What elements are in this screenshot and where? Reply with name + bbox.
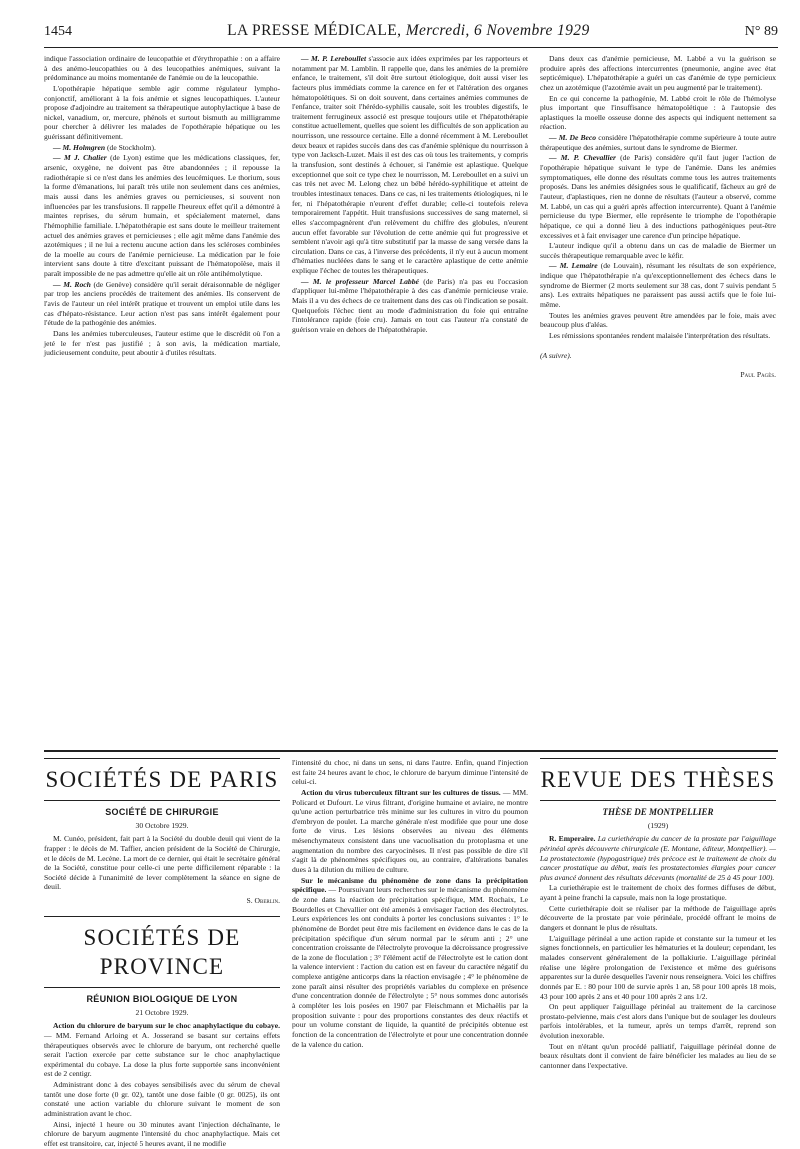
thesis-year: (1929) — [647, 820, 669, 830]
paragraph: Toutes les anémies graves peuvent être amendées par le foie, mais avec beaucoup plus d'aléas. — [540, 310, 776, 330]
speaker-name: — M. P. Lereboullet — [301, 54, 367, 63]
paragraph: l'intensité du choc, ni dans un sens, ni dans l'autre. Enfin, quand l'injection est faite 24 heures avant le choc, le chlorure de baryum diminue l'intensité de celui-ci. — [292, 758, 528, 787]
author-name: R. Emperaire. — [549, 834, 596, 844]
journal-title — [227, 22, 589, 40]
author-signature: Paul Pagès. — [740, 370, 776, 380]
paragraph: Ainsi, injecté 1 heure ou 30 minutes avant l'injection déchaînante, le chlorure de baryum augmente l'intensité du choc anaphylactique. Mais cet effet est transitoire, car, injecté 5 heures avant, il ne modifie — [44, 1119, 280, 1148]
paragraph — [44, 153, 280, 278]
paragraph: L'aiguillage périnéal a une action rapide et constante sur la tumeur et les signes fonctionnels, en particulier les hématuries et la douleur; cependant, les malades conservent généralement de la pollakiurie. L'aiguillage périnéal réalise une légère prolongation de l'existence et même des guérisons apparentes sur la durée desquelles l'avenir nous renseignera. Voici les chiffres donnés par E. : 80 pour 100 de survie après 1 an, 58 pour 100 après 18 mois, 43 pour 100 après 2 ans et 40 pour 100 après 2 ans 1/2. — [540, 933, 776, 1001]
top-columns — [44, 54, 778, 746]
paragraph-text: La curiethérapie du cancer de la prostate par l'aiguillage périnéal après découverte chirurgicale (E. Montane, éditeur, Montpellier). — La prostatectomie (hypogastrique) très précoce est le traitement de choix du cancer prostatique au début, mais les prostatectomies élargies pour cancer plus avancé donnent des résultats décevants (mortalité de 25 à 45 pour 100). — [540, 834, 776, 882]
article-heading: Sur le mécanisme du phénomène de zone dans la précipitation spécifique. — [292, 875, 528, 895]
paragraph-text: (de Genève) considère qu'il serait déraisonnable de négliger par trop les anciens procédés de traitement des anémies. Ils conservent de l'avis de l'auteur un réel intérêt pratique et trouvent un emploi utile dans les cas d'hépato-résistance. Leur action n'est pas sans intérêt également pour l'étude de la pathogénie des anémies. — [44, 279, 280, 328]
paragraph: Cette curiethérapie doit se réaliser par la méthode de l'aiguillage après découverte de la prostate par voie périnéale, procédé offrant le moins de dangers et donnant le plus de résultats. — [540, 903, 776, 933]
paragraph — [44, 143, 280, 153]
speaker-name: — M. Lemaire — [549, 261, 598, 271]
paragraph: L'opothérapie hépatique semble agir comme régulateur lympho-conjonctif, améliorant à la fois anémie et signes leucopathiques. L'auteur propose d'adjoindre au traitement sa thérapeutique autophylactique à base de nickel, vanadium, or, mercure, phénols et surtout bismuth au milligramme pour chercher à délivrer les malades de l'opothérapie hépatique ou les guérissant définitivement. — [44, 83, 280, 142]
column-3 — [540, 54, 776, 746]
paragraph: Dans les anémies tuberculeuses, l'auteur estime que le discrédit où l'on a jeté le fer n'est pas justifié ; à son avis, la médication martiale, judicieusement conduite, peut aboutir à d'utiles résultats. — [44, 328, 280, 358]
column-6 — [540, 758, 776, 1106]
paragraph: On peut appliquer l'aiguillage périnéal au traitement de la carcinose prostato-pelvienne, mais c'est alors dans l'unique but de soulager les douleurs parfois intolérables, et la tumeur, après un temps d'arrêt, reprend son évolution inexorable. — [540, 1002, 776, 1041]
speaker-name: — M. le professeur Marcel Labbé — [301, 276, 419, 286]
section-title-paris: SOCIÉTÉS DE PARIS — [44, 758, 280, 801]
paragraph: Tout en n'étant qu'un procédé palliatif, l'aiguillage périnéal donne de beaux résultats dont il convient de faire bénéficier les malades au lieu de se cantonner dans l'expectative. — [540, 1041, 776, 1070]
paragraph-text: (de Paris) considère qu'il faut juger l'action de l'opothérapie hépatique suivant le type de l'anémie. Dans les anémies symptomatiques, elle donne des résultats comme tous les autres traitements proposés. Dans les anémies désignées sous le qualificatif, fâcheux au gré de l'auteur, d'aplastiques, rien ne donne de résultats (l'auteur a observé, comme M. Labbé, un cas qui a guéri après affection intercurrente). Quant à l'anémie pernicieuse du type Biermer, elle représente le triomphe de l'opothérapie hépatique, ce qui a donné lieu à des inductions pathogéniques peut-être excessives et à fait envisager une carence d'un principe hépatique. — [540, 153, 776, 240]
paragraph — [292, 788, 528, 875]
paragraph-text: — MM. Fernand Arloing et A. Josserand se basant sur certains effets thérapeutiques observés avec le chlorure de baryum, ont recherché quelle serait l'action exercée par cette substance sur le choc anaphylactique expérimental du cobaye. La dose la plus forte supportée sans inconvénient est de 2 centigr. — [44, 1030, 280, 1079]
speaker-name: — M. Roch — [53, 279, 91, 289]
paragraph-text: s'associe aux idées exprimées par les rapporteurs et notamment par M. Lamblin. Il rappelle que, dans les anémies de la première enfance, le traitement, s'il doit être surtout étiologique, doit aussi viser les facteurs plus immédiats comme la carence en fer et l'altération des organes hématopoïétiques. Si on doit souvent, dans certaines anémies communes de l'enfance, traiter soit l'hérédo-syphilis causale, soit les troubles digestifs, le traitement ferrugineux associé est presque toujours utile et l'hépatothérapie constitue actuellement, quelles que soient les difficultés de son application au nourrisson, une ressource certaine. Elle a donné récemment à M. Lereboullet deux beaux et rapides succès dans des cas d'anémie splénique du nourrisson à type von Jacksch-Luzet. Mais il est des cas où tous les traitements, y compris la transfusion, sont destinés à échouer, si l'anémie est aplastique. Quelque exceptionnel que soit ce type chez le nourrisson, M. Lereboullet en a suivi un cas très net avec M. Lelong chez un bébé hérédo-syphilitique et atteint de troubles intestinaux tenaces. Dans ce cas, ni les traitements étiologiques, ni le fer, ni l'hépatothérapie n'eurent d'effet durable; celle-ci toutefois releva temporairement l'appétit. Huit transfusions successives de sang maternel, si elles s'accompagnèrent d'un relèvement du chiffre des globules, n'eurent aucun effet favorable sur l'évolution de cette anémie qui fut progressive et semblent n'avoir agi qu'à titre substitutif par la masse de sang versée dans la circulation. Dans ce cas, à l'inverse des précédents, il n'y eut à aucun moment d'hématies nucléées dans le sang et le caractère aplastique de cette anémie explique l'échec de toutes les thérapeutiques. — [292, 54, 529, 276]
paragraph: Dans deux cas d'anémie pernicieuse, M. Labbé a vu la guérison se produire après des affections intercurrentes (pneumonie, angine avec état septicémique). L'hépatothérapie a guéri un cas d'anémie de type pernicieux chez un azotémique (l'azotémie avait un peu augmenté par le traitement). — [540, 54, 776, 92]
paragraph: indique l'association ordinaire de leucopathie et d'érythropathie : on a affaire à des anémo-leucopathies ou à des leucopathies anémiques, suivant la prédominance au moins momentanée de l'anémie ou de la leucopathie. — [44, 54, 280, 83]
section-title-province: SOCIÉTÉS DE PROVINCE — [44, 916, 280, 988]
thesis-origin: THÈSE DE MONTPELLIER — [602, 807, 714, 818]
paragraph: Les rémissions spontanées rendent malaisée l'interprétation des résultats. — [549, 330, 771, 340]
paragraph: M. Cunéo, président, fait part à la Société du double deuil qui vient de la frapper : le décès de M. Taffier, ancien président de la Société de Chirurgie, et le décès de M. Lecène. La mort de ce dernier, qui était le secrétaire général de la Société, constitue pour celle-ci une perte difficilement réparable : la Société décide à l'unanimité de lever complètement la séance en signe de deuil. — [44, 834, 280, 892]
paragraph-text: (de Lyon) estime que les médications classiques, fer, arsenic, oxygène, ne doivent pas être abandonnées ; il repousse la radiothérapie si ce n'est dans les anémies des leucémiques. Le thorium, sous la forme d'émanations, lui paraît très utile non seulement dans ces anémies, mais aussi dans les anémies graves ou pernicieuses, si souvent non influencées par les transfusions. Il rappelle l'heureux effet qu'il a démontré à maintes reprises, du sérum humain, et spécialement maternel, dans l'hémophilie familiale. L'hépatothérapie est sans doute le meilleur traitement actuel des anémies graves et pernicieuses ; elle agit même dans l'anémie des azotémiques ; il ne lui a rectenu aucune action dans les scléroses combinées de la moelle au cours de l'anémie pernicieuse. La médication par le foie intervient sans doute à titre d'excitant puissant de l'hématopoïèse, mais il paraît impossible de ne pas admettre qu'elle ait un rôle antihémolytique. — [44, 153, 280, 279]
paragraph — [292, 54, 528, 276]
paragraph-text: (de Paris) n'a pas eu l'occasion d'appliquer lui-même l'hépatothérapie à des cas d'anémie pernicieuse vraie. Mais il a vu des échecs de ce traitement dans des cas où l'indication se posait. Quelquefois l'échec tient au mode d'administration du foie qui entraîne l'intolérance rapide (foie cru). Jamais en tout cas l'auteur n'a constaté de guérison vraie en dehors de l'hépatothérapie. — [292, 276, 528, 334]
paragraph — [292, 277, 528, 335]
paragraph — [540, 153, 776, 240]
to-be-continued: (A suivre). — [540, 350, 572, 360]
paragraph — [44, 280, 280, 328]
society-name: RÉUNION BIOLOGIQUE DE LYON — [86, 994, 238, 1005]
meeting-date: 21 Octobre 1929. — [135, 1007, 189, 1017]
speaker-name: — M. De Beco — [549, 133, 597, 143]
paragraph — [292, 876, 528, 1050]
paragraph: Administrant donc à des cobayes sensibilisés avec du sérum de cheval tantôt une dose forte (0 gr. 02), tantôt une dose faible (0 gr. 0025), ils ont constaté une action variable du chlorure suivant le moment de son administration avant le choc. — [44, 1080, 280, 1118]
issue-number: N° 89 — [744, 24, 778, 39]
paragraph — [540, 834, 776, 882]
bottom-columns — [44, 758, 778, 1148]
section-divider — [44, 750, 778, 752]
article-heading: Action du virus tuberculeux filtrant sur les cultures de tissus. — [301, 787, 501, 797]
page-number: 1454 — [44, 24, 72, 39]
author-signature: S. Oberlin. — [246, 896, 280, 906]
speaker-name: — M. P. Chevallier — [549, 153, 616, 163]
speaker-name: — M. Holmgren — [53, 142, 106, 152]
page-header — [44, 22, 778, 48]
section-title-theses: REVUE DES THÈSES — [540, 758, 776, 801]
paragraph — [540, 261, 776, 309]
column-2 — [292, 54, 528, 746]
speaker-name: — M J. Chalier — [53, 153, 107, 163]
paragraph-text: considère l'hépatothérapie comme supérieure à toute autre thérapeutique des anémies, surtout dans le syndrome de Biermer. — [540, 133, 777, 152]
paragraph — [540, 133, 776, 152]
paragraph: La curiethérapie est le traitement de choix des formes diffuses de début, ayant à peine franchi la capsule, mais non la loge prostatique. — [540, 883, 776, 903]
issue-date: Mercredi, 6 Novembre 1929 — [405, 22, 590, 39]
paragraph-text: — Poursuivant leurs recherches sur le mécanisme du phénomène de zone dans la réaction de précipitation spécifique, MM. Rochaix, Le Bourdelles et Chevallier ont été amenés à envisager l'action des électrolytes. Leurs expériences les ont conduits à porter les conclusions suivantes : 1° le phénomène de Bordet peut être mis facilement en évidence dans le cas de la précipitation spécifique d'un sérum normal par le sérum anti ; 2° une concentration croissante de l'électrolyte provoque la décroissance progressive de la zone de floculation ; 3° l'élément actif de l'électrolyte est le cation dont la valence intervient : l'action du cation est en faveur du caractère négatif du complexe antigène anticorps dans la réaction envisagée ; 4° le phénomène de zone paraît ainsi résulter des propriétés variables du complexe en présence d'une concentration donnée de l'électrolyte ; 5° nous sommes donc autorisés à compléter les lois posées en 1907 par Fleischmann et Michaëlis par la proposition suivante : pour des proportions constantes des deux réactifs et pour un volume constant de liquide, la quantité de précipités obtenue est fonction de la concentration de l'électrolyte et pour une concentration donnée de la valence du cation. — [292, 885, 528, 1049]
paragraph — [44, 1021, 280, 1079]
article-heading: Action du chlorure de baryum sur le choc anaphylactique du cobaye. — [53, 1021, 280, 1031]
paragraph: En ce qui concerne la pathogénie, M. Labbé croit le rôle de l'hémolyse plus important que l'insuffisance hématopoïétique : à l'autopsie des aplastiques la moelle osseuse donne des aspects qui indiquent nettement sa réaction. — [540, 93, 776, 132]
journal-name: LA PRESSE MÉDICALE, — [227, 22, 402, 39]
column-4 — [44, 758, 280, 1148]
paragraph-text: — MM. Policard et Dufourt. Le virus filtrant, d'origine humaine et aviaire, ne montre qu'une action perturbatrice très minime sur les cultures in vitro du poumon d'embryon de poulet. La marche générale n'est modifiée que pour une dose forte de virus. Les lésions observées au niveau des éléments mésenchymateux consistent dans une vacuolisation du protoplasma et une augmentation du nombre des caryocinèses. Il n'est pas possible de dire s'il s'agit là de phénomènes spécifiques ou, au contraire, d'altérations banales dues à la dilution du milieu de culture. — [292, 787, 528, 875]
meeting-date: 30 Octobre 1929. — [135, 820, 189, 830]
column-5 — [292, 758, 528, 1106]
paragraph: L'auteur indique qu'il a obtenu dans un cas de maladie de Biermer un succès thérapeutique remarquable avec le kéfir. — [540, 241, 776, 260]
column-1 — [44, 54, 280, 746]
society-name: SOCIÉTÉ DE CHIRURGIE — [105, 807, 219, 818]
paragraph-text: (de Louvain), résumant les résultats de son expérience, indique que l'hépatothérapie n'a qu'exceptionnellement des échecs dans le syndrome de Biermer (2 morts seulement sur 38 cas, dont 7 suivis pendant 5 ans). Les extraits hépatiques ne paraissent pas aussi actifs que le foie lui-même. — [540, 261, 776, 310]
paragraph-text: (de Stockholm). — [105, 142, 156, 152]
